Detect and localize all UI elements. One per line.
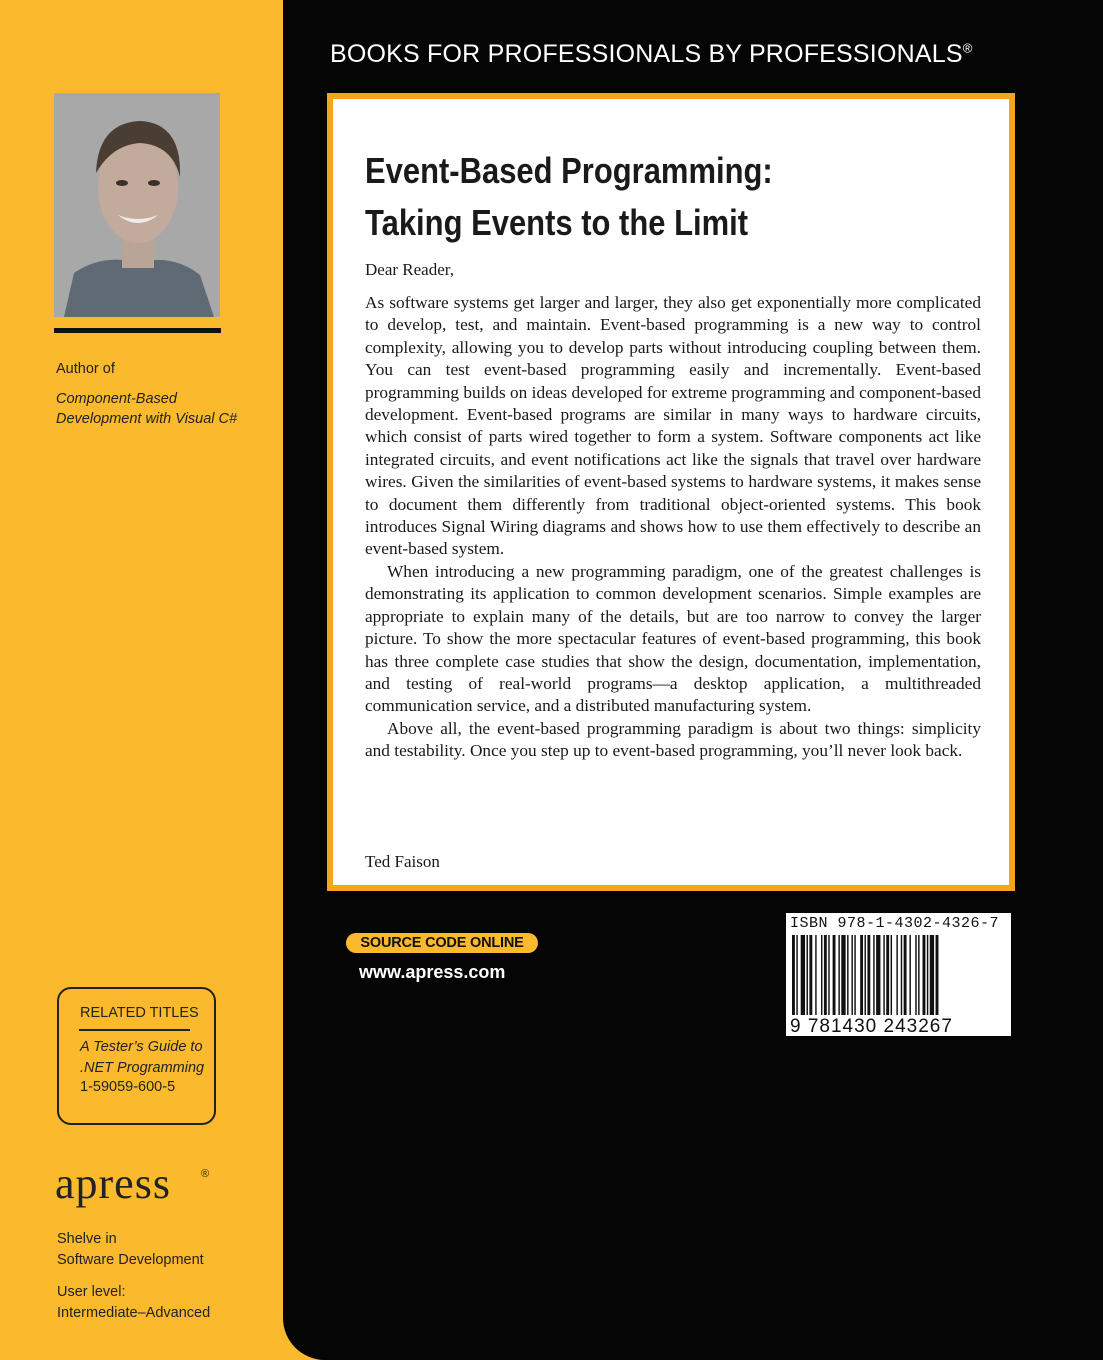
book-title-line2: Taking Events to the Limit — [365, 202, 749, 243]
isbn-barcode — [786, 913, 1011, 1036]
author-photo — [54, 93, 220, 317]
shelve-label: Shelve in — [57, 1231, 117, 1247]
shelve-category: Software Development — [57, 1252, 204, 1268]
author-book-line2: Development with Visual C# — [56, 411, 238, 427]
shelving-info — [57, 1229, 204, 1271]
book-title — [365, 145, 898, 249]
letter-paragraph: Above all, the event-based programming paradigm is about two things: simplicity and testability. Once you step up to event-based programming, you’ll never look back. — [365, 718, 981, 761]
related-book-line2: .NET Programming — [80, 1060, 205, 1076]
related-book-line1: A Tester’s Guide to — [80, 1039, 203, 1055]
letter-signature: Ted Faison — [365, 852, 440, 871]
letter-paragraph: As software systems get larger and larger, they also get exponentially more complicated to develop, test, and maintain. Event-based programming is a new way to control complexity, allowing you to develop parts without introducing coupling between them. You can test event-based programming easily and incrementally. Event-based programming builds on ideas developed for extreme programming and component-based development. Event-based programs are similar in many ways to hardware circuits, which consist of parts wired together to form a system. Software components act like integrated circuits, and event notifications act like the signals that travel over hardware wires. Given the similarities of event-based systems to hardware systems, it makes sense to document them differently from traditional object-oriented systems. This book introduces Signal Wiring diagrams and shows how to use them effectively to describe an event-based system. — [365, 293, 981, 559]
related-titles-heading: RELATED TITLES — [80, 1005, 199, 1021]
photo-divider — [54, 328, 221, 333]
letter-body — [365, 292, 981, 763]
publisher-registered-mark: ® — [201, 1168, 210, 1180]
author-previous-book — [56, 389, 237, 429]
ean-digits: 9 781430 243267 — [790, 1016, 953, 1037]
author-book-line1: Component-Based — [56, 391, 177, 407]
related-book-isbn: 1-59059-600-5 — [80, 1079, 176, 1095]
user-level-value: Intermediate–Advanced — [57, 1305, 211, 1321]
related-book-title — [80, 1037, 204, 1079]
related-divider — [79, 1029, 190, 1031]
isbn-label: ISBN 978-1-4302-4326-7 — [790, 915, 1000, 932]
author-portrait-image — [54, 93, 220, 317]
trademark-mark: ® — [962, 40, 973, 56]
reader-letter-box — [327, 93, 1015, 891]
related-titles-box — [57, 987, 216, 1125]
user-level-info — [57, 1282, 210, 1324]
letter-salutation: Dear Reader, — [365, 260, 454, 279]
series-tagline: BOOKS FOR PROFESSIONALS BY PROFESSIONALS® — [330, 40, 973, 68]
barcode-bars — [786, 933, 1011, 1017]
source-code-badge: SOURCE CODE ONLINE — [346, 933, 538, 953]
book-title-line1: Event-Based Programming: — [365, 150, 773, 191]
author-of-label: Author of — [56, 361, 115, 377]
letter-paragraph: When introducing a new programming paradigm, one of the greatest challenges is demonstrating its application to common development scenarios. Simple examples are appropriate to explain many of the details, but are too narrow to convey the larger picture. To show the more spectacular features of event-based programming, this book has three complete case studies that show the design, documentation, implementation, and testing of real-world programs—a desktop application, a multithreaded communication service, and a distributed manufacturing system. — [365, 561, 981, 716]
publisher-website-link[interactable]: www.apress.com — [359, 962, 506, 982]
user-level-label: User level: — [57, 1284, 126, 1300]
publisher-logo: apress — [55, 1159, 171, 1208]
